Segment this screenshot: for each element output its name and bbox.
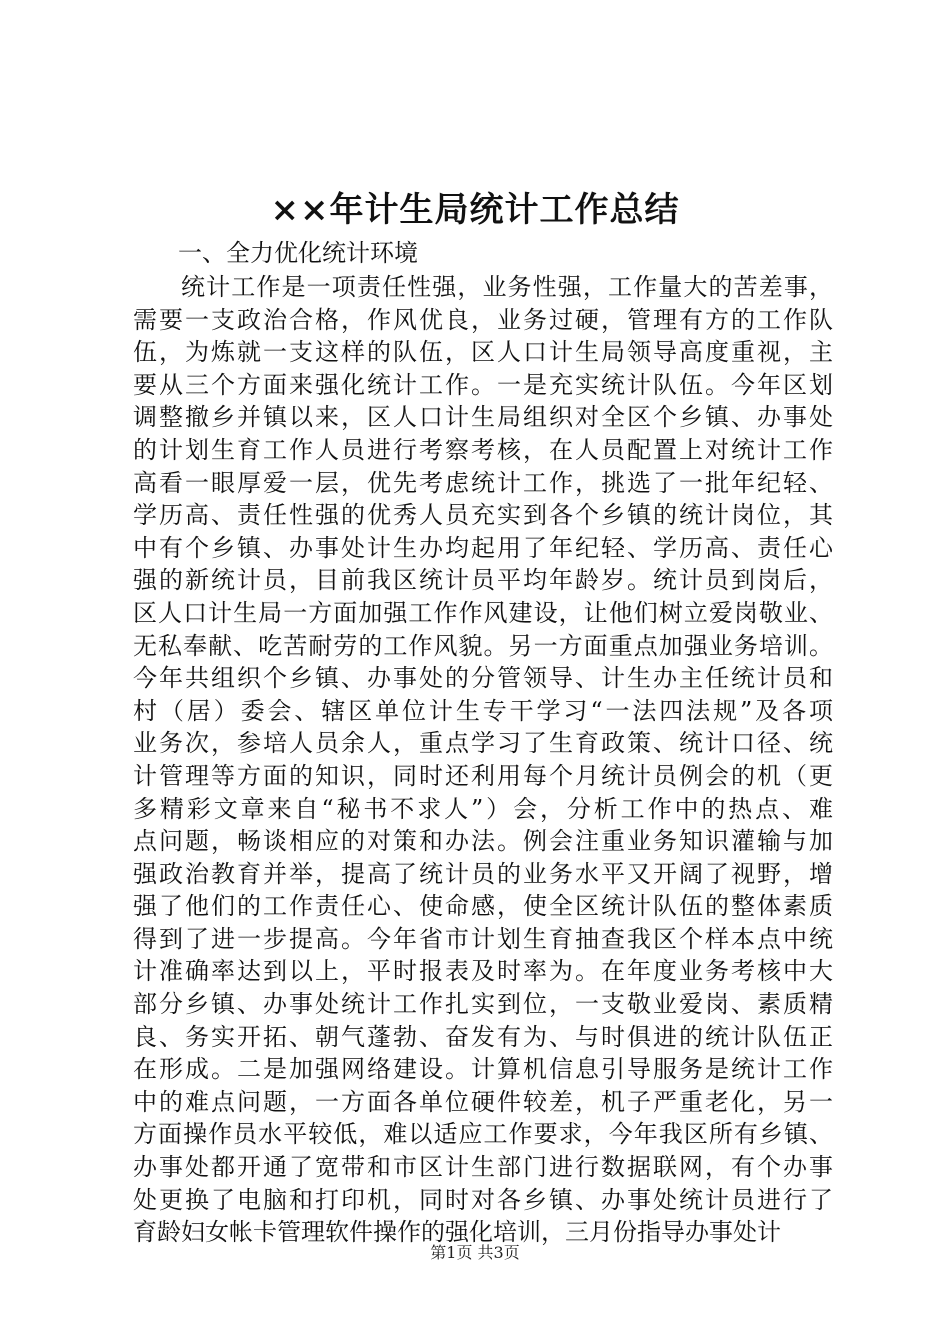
body-line: 学历高、责任性强的优秀人员充实到各个乡镇的统计岗位，其 [133, 501, 833, 530]
body-line: 点问题，畅谈相应的对策和办法。例会注重业务知识灌输与加 [133, 827, 833, 856]
body-line: 良、务实开拓、朝气蓬勃、奋发有为、与时俱进的统计队伍正 [133, 1022, 833, 1051]
body-line: 部分乡镇、办事处统计工作扎实到位，一支敬业爱岗、素质精 [133, 990, 833, 1019]
page-footer: 第1页 共3页 [430, 1243, 520, 1262]
body-line: 办事处都开通了宽带和市区计生部门进行数据联网，有个办事 [133, 1153, 833, 1182]
body-line: 强了他们的工作责任心、使命感，使全区统计队伍的整体素质 [133, 892, 833, 921]
body-line: 强的新统计员，目前我区统计员平均年龄岁。统计员到岗后， [133, 566, 833, 595]
body-line: 无私奉献、吃苦耐劳的工作风貌。另一方面重点加强业务培训。 [133, 631, 833, 660]
body-line: 统计工作是一项责任性强，业务性强，工作量大的苦差事， [181, 273, 833, 301]
body-line: 计管理等方面的知识，同时还利用每个月统计员例会的机（更 [133, 761, 833, 790]
body-line: 多精彩文章来自“秘书不求人”）会，分析工作中的热点、难 [133, 794, 833, 823]
body-line: 要从三个方面来强化统计工作。一是充实统计队伍。今年区划 [133, 370, 833, 399]
body-line: 高看一眼厚爱一层，优先考虑统计工作，挑选了一批年纪轻、 [133, 468, 833, 497]
body-line: 区人口计生局一方面加强工作作风建设，让他们树立爱岗敬业、 [133, 598, 833, 627]
body-line: 调整撤乡并镇以来，区人口计生局组织对全区个乡镇、办事处 [133, 403, 833, 432]
document-title: ××年计生局统计工作总结 [270, 190, 680, 230]
body-line: 今年共组织个乡镇、办事处的分管领导、计生办主任统计员和 [133, 664, 833, 693]
body-line: 强政治教育并举，提高了统计员的业务水平又开阔了视野，增 [133, 859, 833, 888]
body-line: 育龄妇女帐卡管理软件操作的强化培训，三月份指导办事处计 [133, 1218, 781, 1247]
body-line: 计准确率达到以上，平时报表及时率为。在年度业务考核中大 [133, 957, 833, 986]
body-line: 中有个乡镇、办事处计生办均起用了年纪轻、学历高、责任心 [133, 533, 833, 562]
body-line: 在形成。二是加强网络建设。计算机信息引导服务是统计工作 [133, 1055, 833, 1084]
body-line: 村（居）委会、辖区单位计生专干学习“一法四法规”及各项 [133, 696, 833, 725]
body-line: 伍，为炼就一支这样的队伍，区人口计生局领导高度重视，主 [133, 338, 833, 367]
body-line: 得到了进一步提高。今年省市计划生育抽查我区个样本点中统 [133, 924, 833, 953]
body-line: 需要一支政治合格，作风优良，业务过硬，管理有方的工作队 [133, 305, 833, 334]
body-paragraph [133, 271, 833, 1249]
section-heading: 一、全力优化统计环境 [178, 239, 418, 267]
body-line: 的计划生育工作人员进行考察考核，在人员配置上对统计工作 [133, 435, 833, 464]
body-line: 方面操作员水平较低，难以适应工作要求，今年我区所有乡镇、 [133, 1120, 833, 1149]
body-line: 处更换了电脑和打印机，同时对各乡镇、办事处统计员进行了 [133, 1185, 833, 1214]
body-line: 业务次，参培人员余人，重点学习了生育政策、统计口径、统 [133, 729, 833, 758]
body-line: 中的难点问题，一方面各单位硬件较差，机子严重老化，另一 [133, 1087, 833, 1116]
